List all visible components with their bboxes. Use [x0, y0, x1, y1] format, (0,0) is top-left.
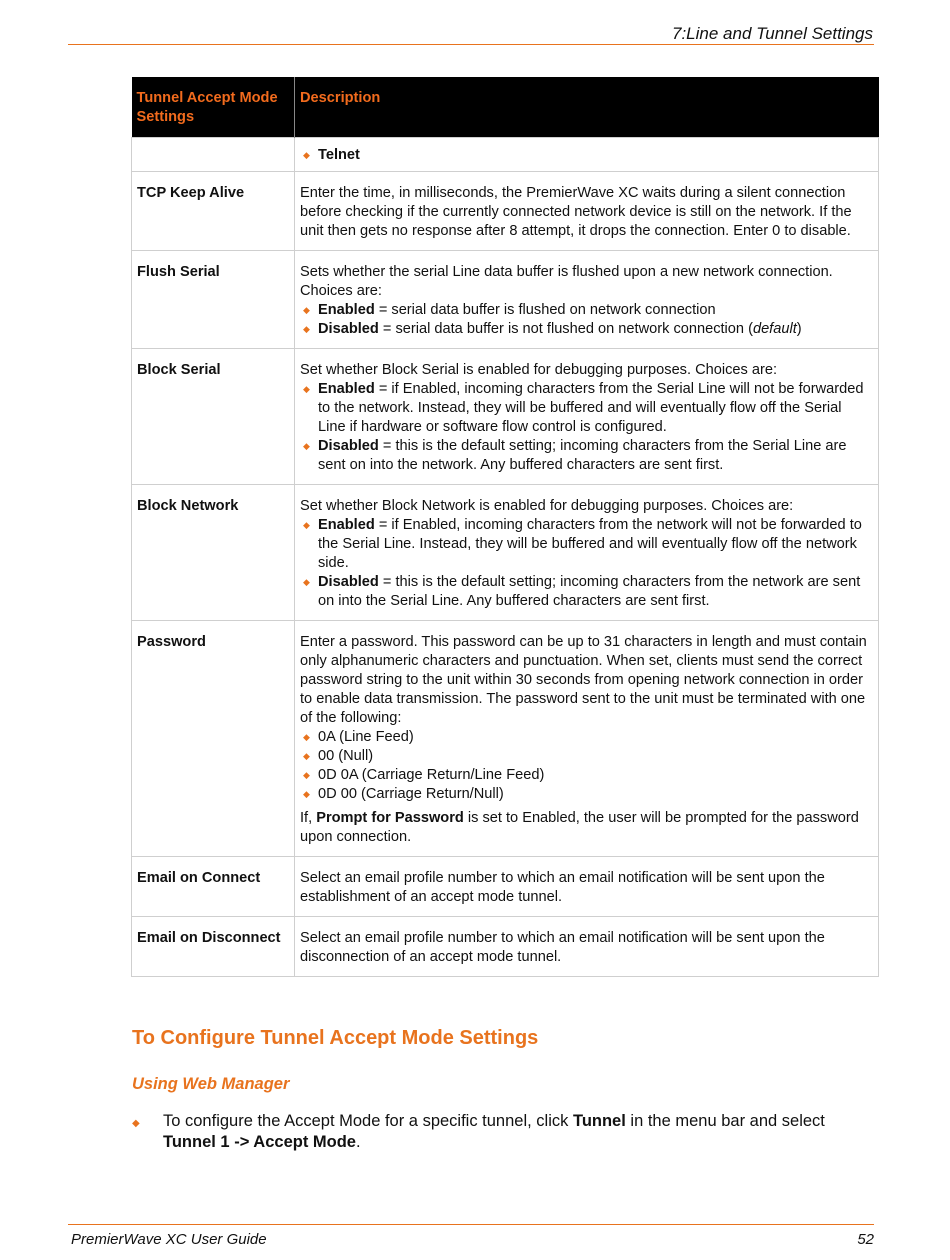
choice-list	[300, 146, 872, 165]
table-row	[132, 621, 879, 857]
list-item: ◆ Disabled = this is the default setting; incoming characters from the Serial Line are sent on into the network. Any buffered characters are sent first.	[300, 437, 872, 475]
col-header-setting: Tunnel Accept Mode Settings	[132, 77, 295, 138]
table-row	[132, 172, 879, 251]
list-item: ◆ 0D 00 (Carriage Return/Null)	[300, 785, 872, 804]
page-number: 52	[857, 1231, 874, 1248]
running-header: 7:Line and Tunnel Settings	[672, 24, 873, 43]
choice-list	[300, 301, 872, 339]
table-row	[132, 485, 879, 621]
choice-list	[300, 380, 872, 475]
setting-description: Set whether Block Serial is enabled for debugging purposes. Choices are: ◆ Enabled = if Enabled, incoming characters from the Serial Line will not be forwarded to the network. Instead, they will be buffered and will eventually flow off the Serial Line if hardware or software flow control is configured. ◆ Disabled = this is the default setting; incoming characters from the Serial Line are sent on into the network. Any buffered characters are sent first.	[295, 349, 879, 485]
list-item: ◆ Enabled = serial data buffer is flushed on network connection	[300, 301, 872, 320]
table-row	[132, 349, 879, 485]
terminator-list	[300, 728, 872, 804]
setting-name: Block Serial	[132, 349, 295, 485]
list-item: ◆ 0A (Line Feed)	[300, 728, 872, 747]
list-item: ◆ Disabled = serial data buffer is not flushed on network connection (default)	[300, 320, 872, 339]
setting-description	[295, 138, 879, 172]
setting-description: Sets whether the serial Line data buffer is flushed upon a new network connection. Choices are: ◆ Enabled = serial data buffer is flushed on network connection ◆ Disabled = serial data buffer is not flushed on network connection (default)	[295, 251, 879, 349]
table-header-row	[132, 77, 879, 138]
list-item: ◆ Enabled = if Enabled, incoming characters from the network will not be forwarded to the Serial Line. Instead, they will be buffered and will eventually flow off the network side.	[300, 516, 872, 573]
footer-guide-title: PremierWave XC User Guide	[71, 1231, 267, 1248]
list-item: ◆ Telnet	[300, 146, 872, 165]
setting-name: Flush Serial	[132, 251, 295, 349]
setting-description: Set whether Block Network is enabled for debugging purposes. Choices are: ◆ Enabled = if Enabled, incoming characters from the network will not be forwarded to the Serial Line. Instead, they will be buffered and will eventually flow off the network side. ◆ Disabled = this is the default setting; incoming characters from the network are sent on into the Serial Line. Any buffered characters are sent first.	[295, 485, 879, 621]
table-row	[132, 917, 879, 977]
setting-name: Email on Disconnect	[132, 917, 295, 977]
sub-heading: Using Web Manager	[132, 1075, 290, 1093]
setting-name: Block Network	[132, 485, 295, 621]
setting-description: Select an email profile number to which an email notification will be sent upon the establishment of an accept mode tunnel.	[295, 857, 879, 917]
setting-description: Enter a password. This password can be up to 31 characters in length and must contain only alphanumeric characters and punctuation. When set, clients must send the correct password string to the unit within 30 seconds from opening network connection in order to enable data transmission. The password sent to the unit must be terminated with one of the following: ◆ 0A (Line Feed) ◆ 00 (Null) ◆ 0D 0A (Carriage Return/Line Feed) ◆ 0D 00 (Carriage Return/Null) If, Prompt for Password is set to Enabled, the user will be prompted for the password upon connection.	[295, 621, 879, 857]
list-item: ◆ Disabled = this is the default setting; incoming characters from the network are sent on into the Serial Line. Any buffered characters are sent first.	[300, 573, 872, 611]
choice-list	[300, 516, 872, 611]
diamond-bullet-icon: ◆	[132, 1118, 140, 1129]
setting-description: Select an email profile number to which an email notification will be sent upon the disconnection of an accept mode tunnel.	[295, 917, 879, 977]
setting-name: TCP Keep Alive	[132, 172, 295, 251]
table-row	[132, 857, 879, 917]
setting-name	[132, 138, 295, 172]
list-item: ◆ Enabled = if Enabled, incoming characters from the Serial Line will not be forwarded to the network. Instead, they will be buffered and will eventually flow off the Serial Line if hardware or software flow control is configured.	[300, 380, 872, 437]
setting-name: Email on Connect	[132, 857, 295, 917]
step-text: To configure the Accept Mode for a specific tunnel, click Tunnel in the menu bar and select Tunnel 1 -> Accept Mode.	[163, 1112, 825, 1151]
setting-description: Enter the time, in milliseconds, the PremierWave XC waits during a silent connection before checking if the currently connected network device is still on the network. If the unit then gets no response after 8 attempt, it drops the connection. Enter 0 to disable.	[295, 172, 879, 251]
header-rule	[68, 44, 874, 45]
footer-rule	[68, 1224, 874, 1225]
table-row	[132, 251, 879, 349]
list-item: ◆ 00 (Null)	[300, 747, 872, 766]
col-header-description: Description	[295, 77, 879, 138]
settings-table	[131, 77, 879, 977]
list-item: ◆ 0D 0A (Carriage Return/Line Feed)	[300, 766, 872, 785]
section-heading: To Configure Tunnel Accept Mode Settings	[132, 1027, 539, 1049]
table-row	[132, 138, 879, 172]
setting-name: Password	[132, 621, 295, 857]
procedure-step	[132, 1111, 862, 1153]
